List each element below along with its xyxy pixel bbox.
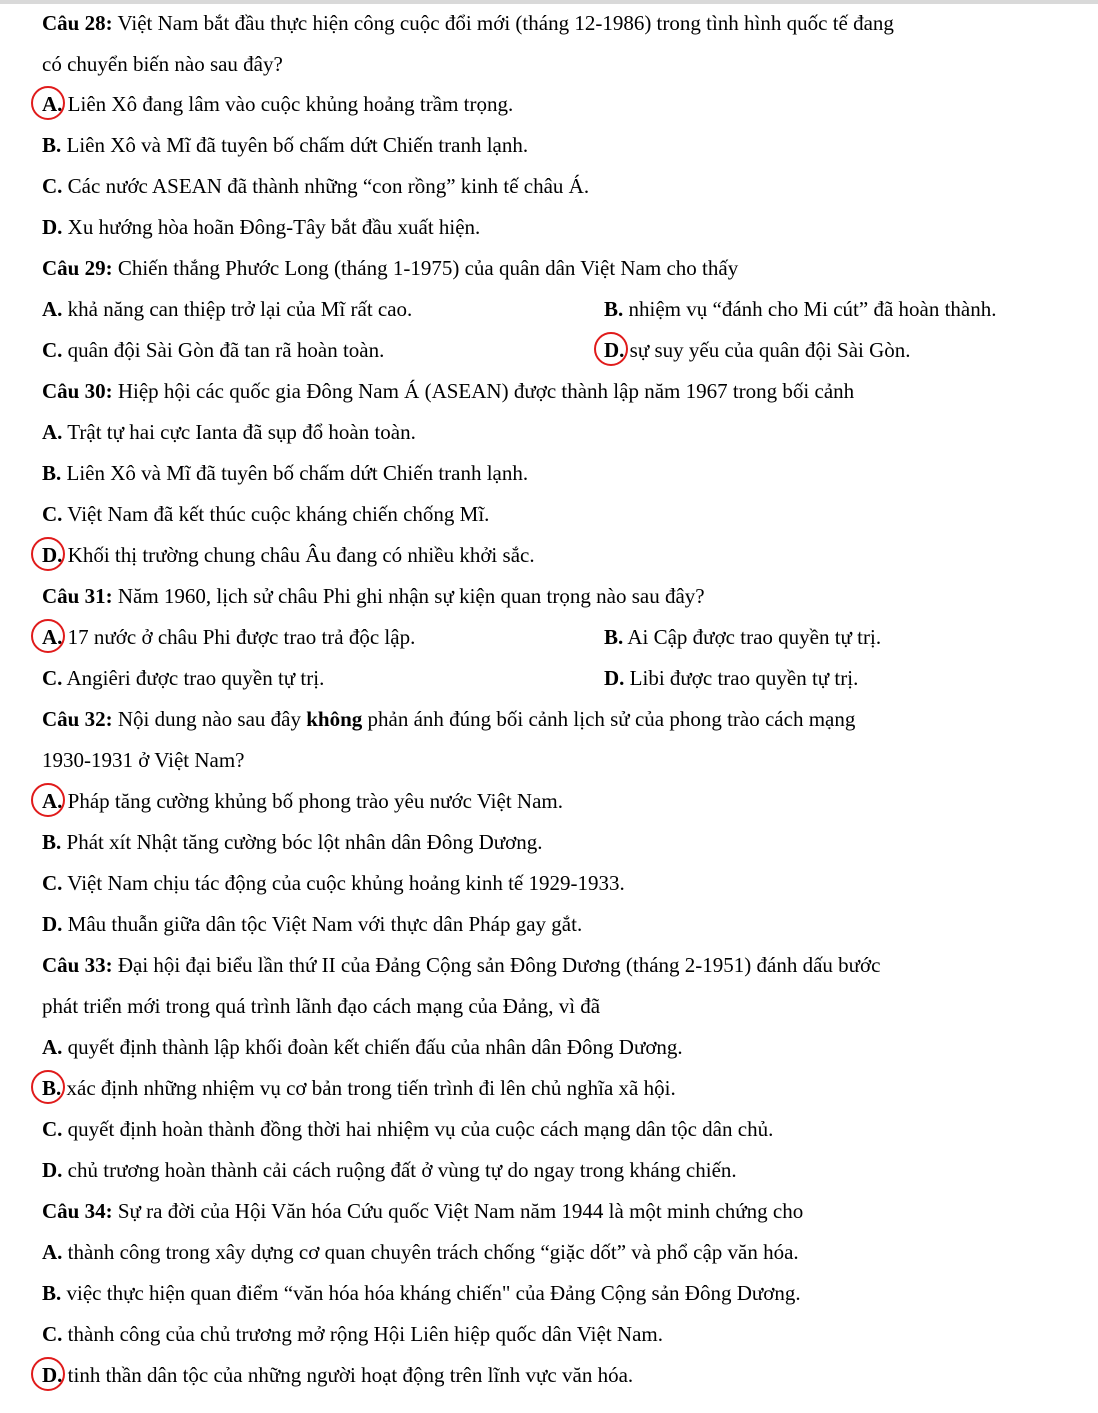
option-text: Liên Xô và Mĩ đã tuyên bố chấm dứt Chiến tranh lạnh.: [66, 461, 529, 485]
q32-option-b: [42, 829, 543, 855]
q28-option-b: [42, 132, 528, 158]
question-33-text-line-1: Đại hội đại biểu lần thứ II của Đảng Cộng sản Đông Dương (tháng 2-1951) đánh dấu bước: [117, 953, 881, 977]
question-32-text-part-2: phản ánh đúng bối cảnh lịch sử của phong trào cách mạng: [367, 707, 856, 731]
question-30-label: Câu 30:: [42, 379, 113, 403]
option-letter: A.: [42, 789, 63, 813]
option-text: Liên Xô và Mĩ đã tuyên bố chấm dứt Chiến tranh lạnh.: [66, 133, 529, 157]
option-text: nhiệm vụ “đánh cho Mi cút” đã hoàn thành.: [628, 297, 997, 321]
question-29-text-line-1: Chiến thắng Phước Long (tháng 1-1975) của quân dân Việt Nam cho thấy: [117, 256, 739, 280]
q29-option-c: [42, 337, 384, 363]
option-text: chủ trương hoàn thành cải cách ruộng đất ở vùng tự do ngay trong kháng chiến.: [67, 1158, 737, 1182]
option-text: Liên Xô đang lâm vào cuộc khủng hoảng trầm trọng.: [67, 92, 514, 116]
q33-option-c: [42, 1116, 773, 1142]
question-28-stem-cont: [42, 51, 283, 77]
question-31-stem: [42, 583, 705, 609]
option-letter: C.: [42, 338, 63, 362]
question-28-text-line-2: có chuyển biến nào sau đây?: [42, 52, 283, 76]
q33-option-a: [42, 1034, 683, 1060]
q31-option-a: [42, 624, 415, 650]
option-letter: A.: [42, 1240, 63, 1264]
option-text: quyết định hoàn thành đồng thời hai nhiệm vụ của cuộc cách mạng dân tộc dân chủ.: [67, 1117, 774, 1141]
q29-option-d: [604, 337, 911, 363]
option-text: quân đội Sài Gòn đã tan rã hoàn toàn.: [67, 338, 385, 362]
q29-option-a: [42, 296, 412, 322]
q31-option-d: [604, 665, 858, 691]
q34-option-c: [42, 1321, 663, 1347]
option-letter: C.: [42, 1322, 63, 1346]
q34-option-a: [42, 1239, 799, 1265]
option-text: tinh thần dân tộc của những người hoạt động trên lĩnh vực văn hóa.: [67, 1363, 634, 1387]
option-text: thành công của chủ trương mở rộng Hội Liên hiệp quốc dân Việt Nam.: [67, 1322, 663, 1346]
option-text: Các nước ASEAN đã thành những “con rồng” kinh tế châu Á.: [67, 174, 590, 198]
option-text: xác định những nhiệm vụ cơ bản trong tiến trình đi lên chủ nghĩa xã hội.: [66, 1076, 676, 1100]
option-letter: C.: [42, 1117, 63, 1141]
option-letter: A.: [42, 625, 63, 649]
q30-option-b: [42, 460, 528, 486]
option-letter: B.: [42, 1281, 62, 1305]
question-33-label: Câu 33:: [42, 953, 113, 977]
option-letter: A.: [42, 297, 63, 321]
option-letter: B.: [42, 461, 62, 485]
question-32-stem: [42, 706, 855, 732]
option-text: Angiêri được trao quyền tự trị.: [66, 666, 325, 690]
option-text: Xu hướng hòa hoãn Đông-Tây bắt đầu xuất hiện.: [67, 215, 481, 239]
question-28-label: Câu 28:: [42, 11, 113, 35]
q32-option-c: [42, 870, 625, 896]
option-text: Pháp tăng cường khủng bố phong trào yêu nước Việt Nam.: [67, 789, 563, 813]
question-32-emphasis: không: [306, 707, 363, 731]
option-text: Khối thị trường chung châu Âu đang có nhiều khởi sắc.: [67, 543, 535, 567]
question-34-label: Câu 34:: [42, 1199, 113, 1223]
option-text: Việt Nam đã kết thúc cuộc kháng chiến chống Mĩ.: [67, 502, 490, 526]
question-32-text-part-1: Nội dung nào sau đây: [117, 707, 301, 731]
q28-option-d: [42, 214, 480, 240]
option-letter: D.: [604, 338, 625, 362]
option-letter: A.: [42, 92, 63, 116]
q32-option-a: [42, 788, 563, 814]
question-29-stem: [42, 255, 738, 281]
question-31-label: Câu 31:: [42, 584, 113, 608]
q33-option-b: [42, 1075, 676, 1101]
q28-option-c: [42, 173, 589, 199]
option-letter: B.: [604, 625, 624, 649]
q31-option-b: [604, 624, 881, 650]
option-text: Trật tự hai cực Ianta đã sụp đổ hoàn toàn.: [67, 420, 416, 444]
option-text: thành công trong xây dựng cơ quan chuyên trách chống “giặc dốt” và phổ cập văn hóa.: [67, 1240, 799, 1264]
question-28-stem: [42, 10, 894, 36]
option-letter: A.: [42, 420, 63, 444]
option-letter: D.: [604, 666, 625, 690]
question-32-text-line-2: 1930-1931 ở Việt Nam?: [42, 748, 245, 772]
question-33-stem: [42, 952, 880, 978]
option-letter: C.: [42, 174, 63, 198]
option-letter: B.: [42, 133, 62, 157]
q33-option-d: [42, 1157, 737, 1183]
top-border: [0, 0, 1098, 4]
option-text: 17 nước ở châu Phi được trao trả độc lập.: [67, 625, 416, 649]
option-text: Việt Nam chịu tác động của cuộc khủng hoảng kinh tế 1929-1933.: [67, 871, 625, 895]
option-text: Libi được trao quyền tự trị.: [629, 666, 859, 690]
option-letter: D.: [42, 215, 63, 239]
question-29-label: Câu 29:: [42, 256, 113, 280]
option-letter: B.: [42, 1076, 62, 1100]
q28-option-a: [42, 91, 513, 117]
question-34-text-line-1: Sự ra đời của Hội Văn hóa Cứu quốc Việt Nam năm 1944 là một minh chứng cho: [117, 1199, 804, 1223]
question-30-stem: [42, 378, 854, 404]
option-text: việc thực hiện quan điểm “văn hóa hóa kháng chiến" của Đảng Cộng sản Đông Dương.: [66, 1281, 801, 1305]
option-text: Mâu thuẫn giữa dân tộc Việt Nam với thực dân Pháp gay gắt.: [67, 912, 583, 936]
option-letter: B.: [604, 297, 624, 321]
question-30-text-line-1: Hiệp hội các quốc gia Đông Nam Á (ASEAN) được thành lập năm 1967 trong bối cảnh: [117, 379, 855, 403]
question-31-text-line-1: Năm 1960, lịch sử châu Phi ghi nhận sự kiện quan trọng nào sau đây?: [117, 584, 705, 608]
option-text: Ai Cập được trao quyền tự trị.: [627, 625, 882, 649]
option-text: quyết định thành lập khối đoàn kết chiến đấu của nhân dân Đông Dương.: [67, 1035, 683, 1059]
option-text: Phát xít Nhật tăng cường bóc lột nhân dân Đông Dương.: [66, 830, 543, 854]
q30-option-c: [42, 501, 489, 527]
option-letter: A.: [42, 1035, 63, 1059]
q30-option-a: [42, 419, 416, 445]
option-text: khả năng can thiệp trở lại của Mĩ rất cao.: [67, 297, 413, 321]
question-28-text-line-1: Việt Nam bắt đầu thực hiện công cuộc đổi mới (tháng 12-1986) trong tình hình quốc tế đang: [117, 11, 894, 35]
option-letter: D.: [42, 1363, 63, 1387]
q31-option-c: [42, 665, 324, 691]
option-letter: C.: [42, 502, 63, 526]
q29-option-b: [604, 296, 997, 322]
option-letter: D.: [42, 543, 63, 567]
q34-option-d: [42, 1362, 633, 1388]
option-letter: D.: [42, 1158, 63, 1182]
option-letter: B.: [42, 830, 62, 854]
q34-option-b: [42, 1280, 801, 1306]
question-33-stem-cont: [42, 993, 600, 1019]
q32-option-d: [42, 911, 582, 937]
q30-option-d: [42, 542, 535, 568]
option-letter: C.: [42, 666, 63, 690]
question-32-label: Câu 32:: [42, 707, 113, 731]
option-letter: D.: [42, 912, 63, 936]
option-text: sự suy yếu của quân đội Sài Gòn.: [629, 338, 911, 362]
question-32-stem-cont: [42, 747, 245, 773]
question-34-stem: [42, 1198, 803, 1224]
question-33-text-line-2: phát triển mới trong quá trình lãnh đạo cách mạng của Đảng, vì đã: [42, 994, 601, 1018]
option-letter: C.: [42, 871, 63, 895]
